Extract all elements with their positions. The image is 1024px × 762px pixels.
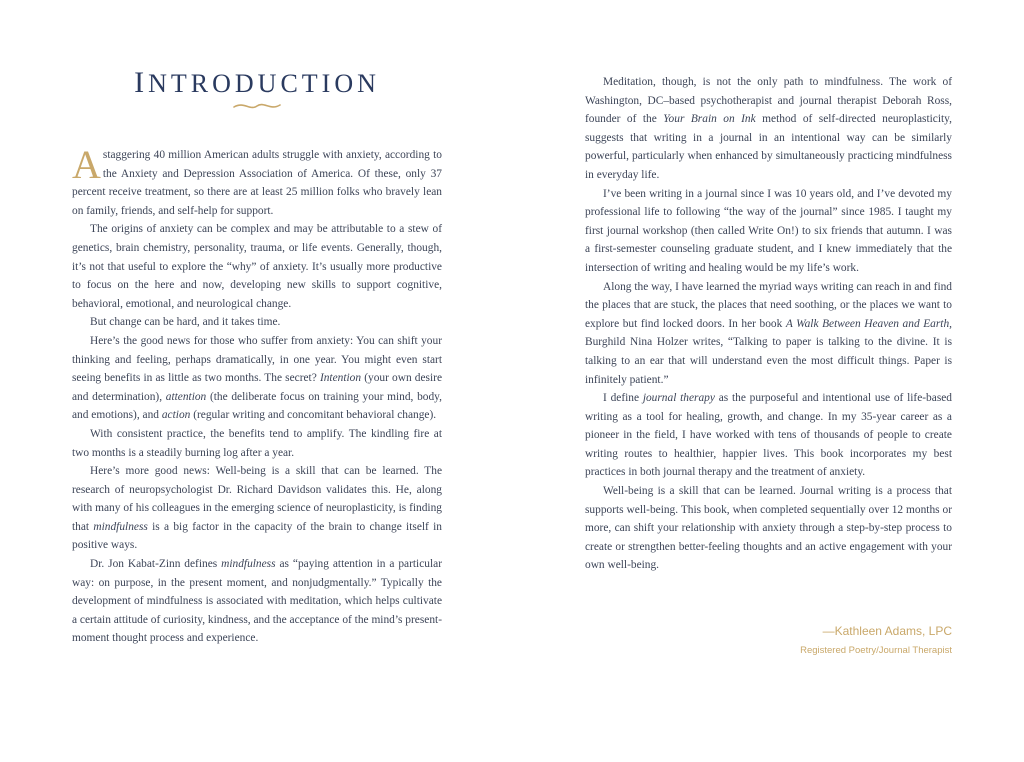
paragraph: Here’s the good news for those who suffer from anxiety: You can shift your thinking and feeling, perhaps dramatically, in one year. You might even start seeing benefits in as little as two months. The secret? Intention (your own desire and determination), attention (the deliberate focus on training your mind, body, and emotions), and action (regular writing and concomitant behavioral change).	[72, 334, 442, 422]
paragraph: The origins of anxiety can be complex and may be attributable to a stew of genetics, brain chemistry, personality, trauma, or life events. Generally, though, it’s not that useful to explore the “why” of anxiety. It’s usually more productive to focus on the here and now, developing new skills to support cognitive, behavioral, emotional, and neurological change.	[72, 223, 442, 310]
title-ornament	[232, 100, 282, 112]
paragraph: Along the way, I have learned the myriad ways writing can reach in and find the places that are stuck, the places that need soothing, or the places we want to explore but find locked doors. In her book A Walk Between Heaven and Earth, Burghild Nina Holzer writes, “Talking to paper is talking to the divine. It is talking to an ear that will understand even the most difficult things. Paper is infinitely patient.”	[585, 280, 952, 386]
left-body-text	[72, 142, 442, 648]
paragraph: Dr. Jon Kabat-Zinn defines mindfulness as “paying attention in a particular way: on purpose, in the present moment, and nonjudgmentally.” Typically the development of mindfulness is associated with meditation, which helps cultivate a certain attitude of curiosity, kindness, and the acceptance of the mind’s present-moment thought process and experience.	[72, 558, 442, 645]
paragraph: Meditation, though, is not the only path to mindfulness. The work of Washington, DC–based psychotherapist and journal therapist Deborah Ross, founder of the Your Brain on Ink method of self-directed neuroplasticity, suggests that writing in a journal in an intentional way can be similarly powerful, particularly when enhanced by simultaneously practicing mindfulness in everyday life.	[585, 76, 952, 181]
paragraph: I define journal therapy as the purposeful and intentional use of life-based writing as a tool for healing, growth, and change. In my 35-year career as a pioneer in the field, I have worked with tens of thousands of people to create writing routes to healthier, happier lives. This book incorporates my best practices in both journal therapy and the treatment of anxiety.	[585, 392, 952, 479]
paragraph: Astaggering 40 million American adults struggle with anxiety, according to the Anxiety and Depression Association of America. Of these, only 37 percent receive treatment, so there are at least 25 million folks who bravely lean on family, friends, and self-help for support.	[72, 142, 442, 217]
signature-role: Registered Poetry/Journal Therapist	[800, 645, 952, 656]
drop-cap: A	[72, 142, 101, 187]
paragraph: But change can be hard, and it takes time.	[90, 316, 281, 329]
paragraph: I’ve been writing in a journal since I was 10 years old, and I’ve devoted my professional life to following “the way of the journal” since 1985. I taught my first journal workshop (then called Write On!) to six friends that autumn. I was a first-semester counseling graduate student, and I knew immediately that the intersection of writing and healing would be my life’s work.	[585, 187, 952, 274]
left-page	[72, 0, 442, 762]
paragraph: Here’s more good news: Well-being is a skill that can be learned. The research of neuropsychologist Dr. Richard Davidson validates this. He, along with many of his colleagues in the emerging science of neuroplasticity, is finding that mindfulness is a big factor in the capacity of the brain to change itself in positive ways.	[72, 465, 442, 552]
paragraph: With consistent practice, the benefits tend to amplify. The kindling fire at two months is a steadily burning log after a year.	[72, 427, 442, 459]
author-signature	[800, 622, 952, 658]
right-body-text	[585, 73, 952, 575]
signature-name: —Kathleen Adams, LPC	[822, 624, 952, 638]
right-page	[585, 0, 952, 762]
chapter-title: INTRODUCTION	[134, 66, 380, 99]
paragraph: Well-being is a skill that can be learned. Journal writing is a process that supports well-being. This book, when completed sequentially over 12 months or more, can shift your relationship with anxiety through a step-by-step process to create or strengthen better-feeling thoughts and an active engagement with your own well-being.	[585, 485, 952, 572]
